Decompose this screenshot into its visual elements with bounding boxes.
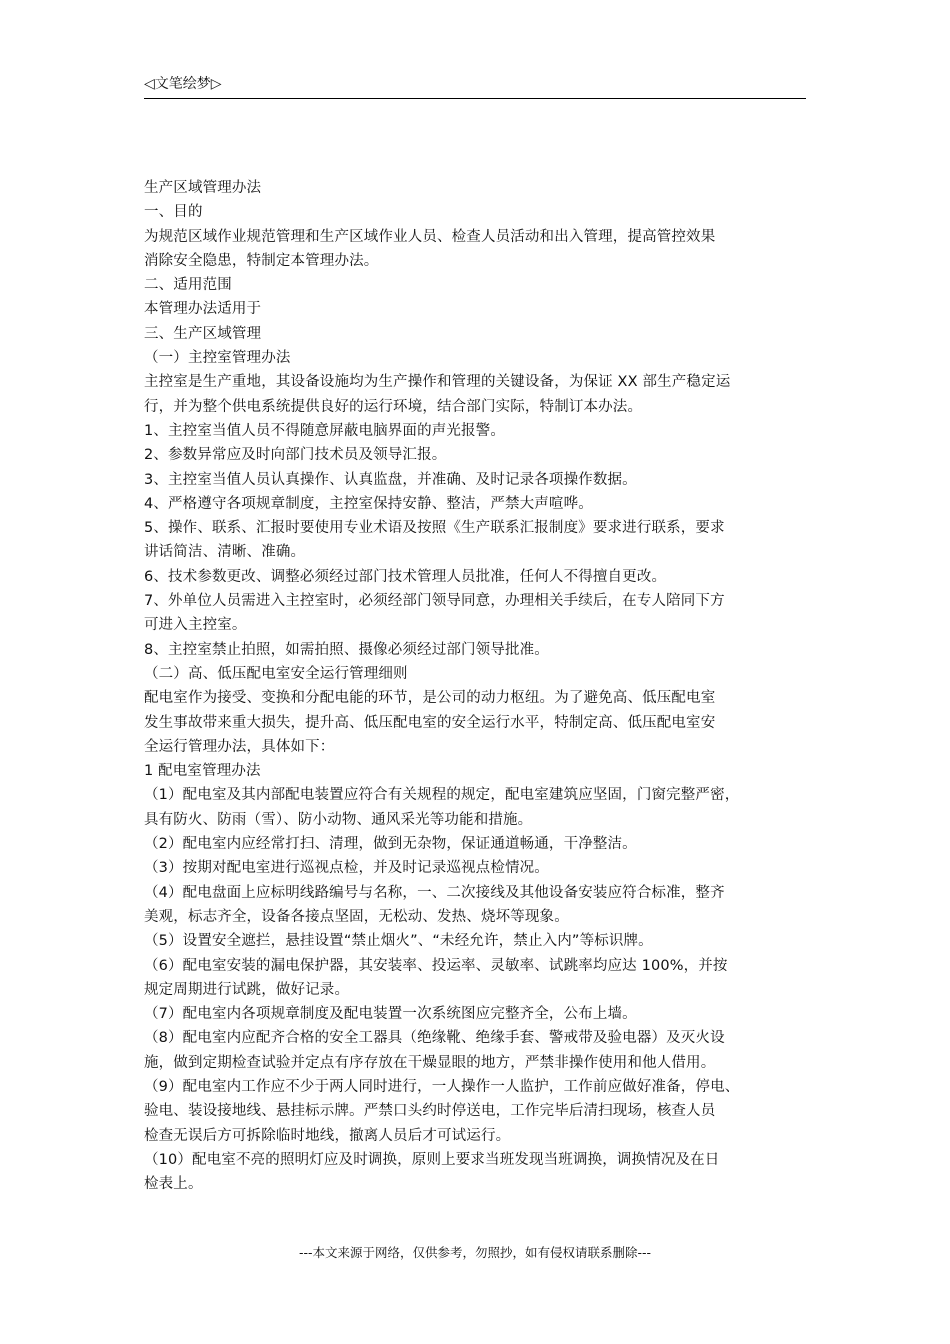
list-item: 6、技术参数更改、调整必须经过部门技术管理人员批准，任何人不得擅自更改。 xyxy=(144,568,667,585)
document-body xyxy=(144,176,808,1196)
list-item-continuation: 施，做到定期检查试验并定点有序存放在干燥显眼的地方，严禁非操作使用和他人借用。 xyxy=(144,1054,716,1071)
page-footer: ---本文来源于网络，仅供参考，勿照抄，如有侵权请联系删除--- xyxy=(298,1245,652,1260)
list-item: 7、外单位人员需进入主控室时，必须经部门领导同意，办理相关手续后，在专人陪同下方 xyxy=(144,593,725,610)
paragraph-line: 为规范区域作业规范管理和生产区域作业人员、检查人员活动和出入管理，提高管控效果 xyxy=(144,228,716,245)
list-item: （4）配电盘面上应标明线路编号与名称，一、二次接线及其他设备安装应符合标准，整齐 xyxy=(144,884,725,901)
section-heading: 一、目的 xyxy=(144,204,203,221)
paragraph-line: 全运行管理办法，具体如下： xyxy=(144,738,335,755)
paragraph-line: 本管理办法适用于 xyxy=(144,301,262,318)
page-header xyxy=(144,72,806,99)
list-item-continuation: 讲话简洁、清晰、准确。 xyxy=(144,544,306,561)
paragraph-line: 配电室作为接受、变换和分配电能的环节，是公司的动力枢纽。为了避免高、低压配电室 xyxy=(144,690,716,707)
list-item-continuation: 验电、装设接地线、悬挂标示牌。严禁口头约时停送电，工作完毕后清扫现场，核查人员 xyxy=(144,1103,716,1120)
subsection-heading: （一）主控室管理办法 xyxy=(144,350,291,367)
list-item-continuation: 检表上。 xyxy=(144,1176,203,1193)
list-item: （7）配电室内各项规章制度及配电装置一次系统图应完整齐全，公布上墙。 xyxy=(144,1006,637,1023)
list-item-continuation: 具有防火、防雨（雪）、防小动物、通风采光等功能和措施。 xyxy=(144,811,533,828)
list-item: （9）配电室内工作应不少于两人同时进行，一人操作一人监护，工作前应做好准备，停电、 xyxy=(144,1078,740,1095)
list-item: 4、严格遵守各项规章制度，主控室保持安静、整洁，严禁大声喧哗。 xyxy=(144,495,593,512)
list-item: 1、主控室当值人员不得随意屏蔽电脑界面的声光报警。 xyxy=(144,422,505,439)
list-item: （10）配电室不亮的照明灯应及时调换，原则上要求当班发现当班调换，调换情况及在日 xyxy=(144,1151,720,1168)
list-item: （5）设置安全遮拦，悬挂设置“禁止烟火”、“未经允许，禁止入内”等标识牌。 xyxy=(144,933,653,950)
list-item: （1）配电室及其内部配电装置应符合有关规程的规定，配电室建筑应坚固，门窗完整严密， xyxy=(144,787,740,804)
paragraph-line: 主控室是生产重地，其设备设施均为生产操作和管理的关键设备，为保证 XX 部生产稳定运 xyxy=(144,374,731,391)
subsection-heading: 1 配电室管理办法 xyxy=(144,763,261,780)
subsection-heading: （二）高、低压配电室安全运行管理细则 xyxy=(144,665,408,682)
section-heading: 二、适用范围 xyxy=(144,277,232,294)
paragraph-line: 消除安全隐患，特制定本管理办法。 xyxy=(144,252,379,269)
list-item-continuation: 可进入主控室。 xyxy=(144,617,247,634)
section-heading: 三、生产区域管理 xyxy=(144,325,262,342)
list-item: （6）配电室安装的漏电保护器，其安装率、投运率、灵敏率、试跳率均应达 100%，并按 xyxy=(144,957,728,974)
list-item: （3）按期对配电室进行巡视点检，并及时记录巡视点检情况。 xyxy=(144,860,549,877)
list-item-continuation: 检查无误后方可拆除临时地线，撤离人员后才可试运行。 xyxy=(144,1127,511,1144)
list-item: （8）配电室内应配齐合格的安全工器具（绝缘靴、绝缘手套、警戒带及验电器）及灭火设 xyxy=(144,1030,725,1047)
list-item-continuation: 规定周期进行试跳，做好记录。 xyxy=(144,981,350,998)
paragraph-line: 行，并为整个供电系统提供良好的运行环境，结合部门实际，特制订本办法。 xyxy=(144,398,643,415)
list-item-continuation: 美观，标志齐全，设备各接点坚固，无松动、发热、烧坏等现象。 xyxy=(144,908,569,925)
list-item: 5、操作、联系、汇报时要使用专业术语及按照《生产联系汇报制度》要求进行联系，要求 xyxy=(144,520,725,537)
list-item: 2、参数异常应及时向部门技术员及领导汇报。 xyxy=(144,447,447,464)
list-item: 3、主控室当值人员认真操作、认真监盘，并准确、及时记录各项操作数据。 xyxy=(144,471,637,488)
paragraph-line: 发生事故带来重大损失，提升高、低压配电室的安全运行水平，特制定高、低压配电室安 xyxy=(144,714,716,731)
list-item: 8、主控室禁止拍照，如需拍照、摄像必须经过部门领导批准。 xyxy=(144,641,549,658)
header-title: ◁文笔绘梦▷ xyxy=(144,76,222,92)
document-title: 生产区域管理办法 xyxy=(144,180,262,196)
list-item: （2）配电室内应经常打扫、清理，做到无杂物，保证通道畅通，干净整洁。 xyxy=(144,836,637,853)
